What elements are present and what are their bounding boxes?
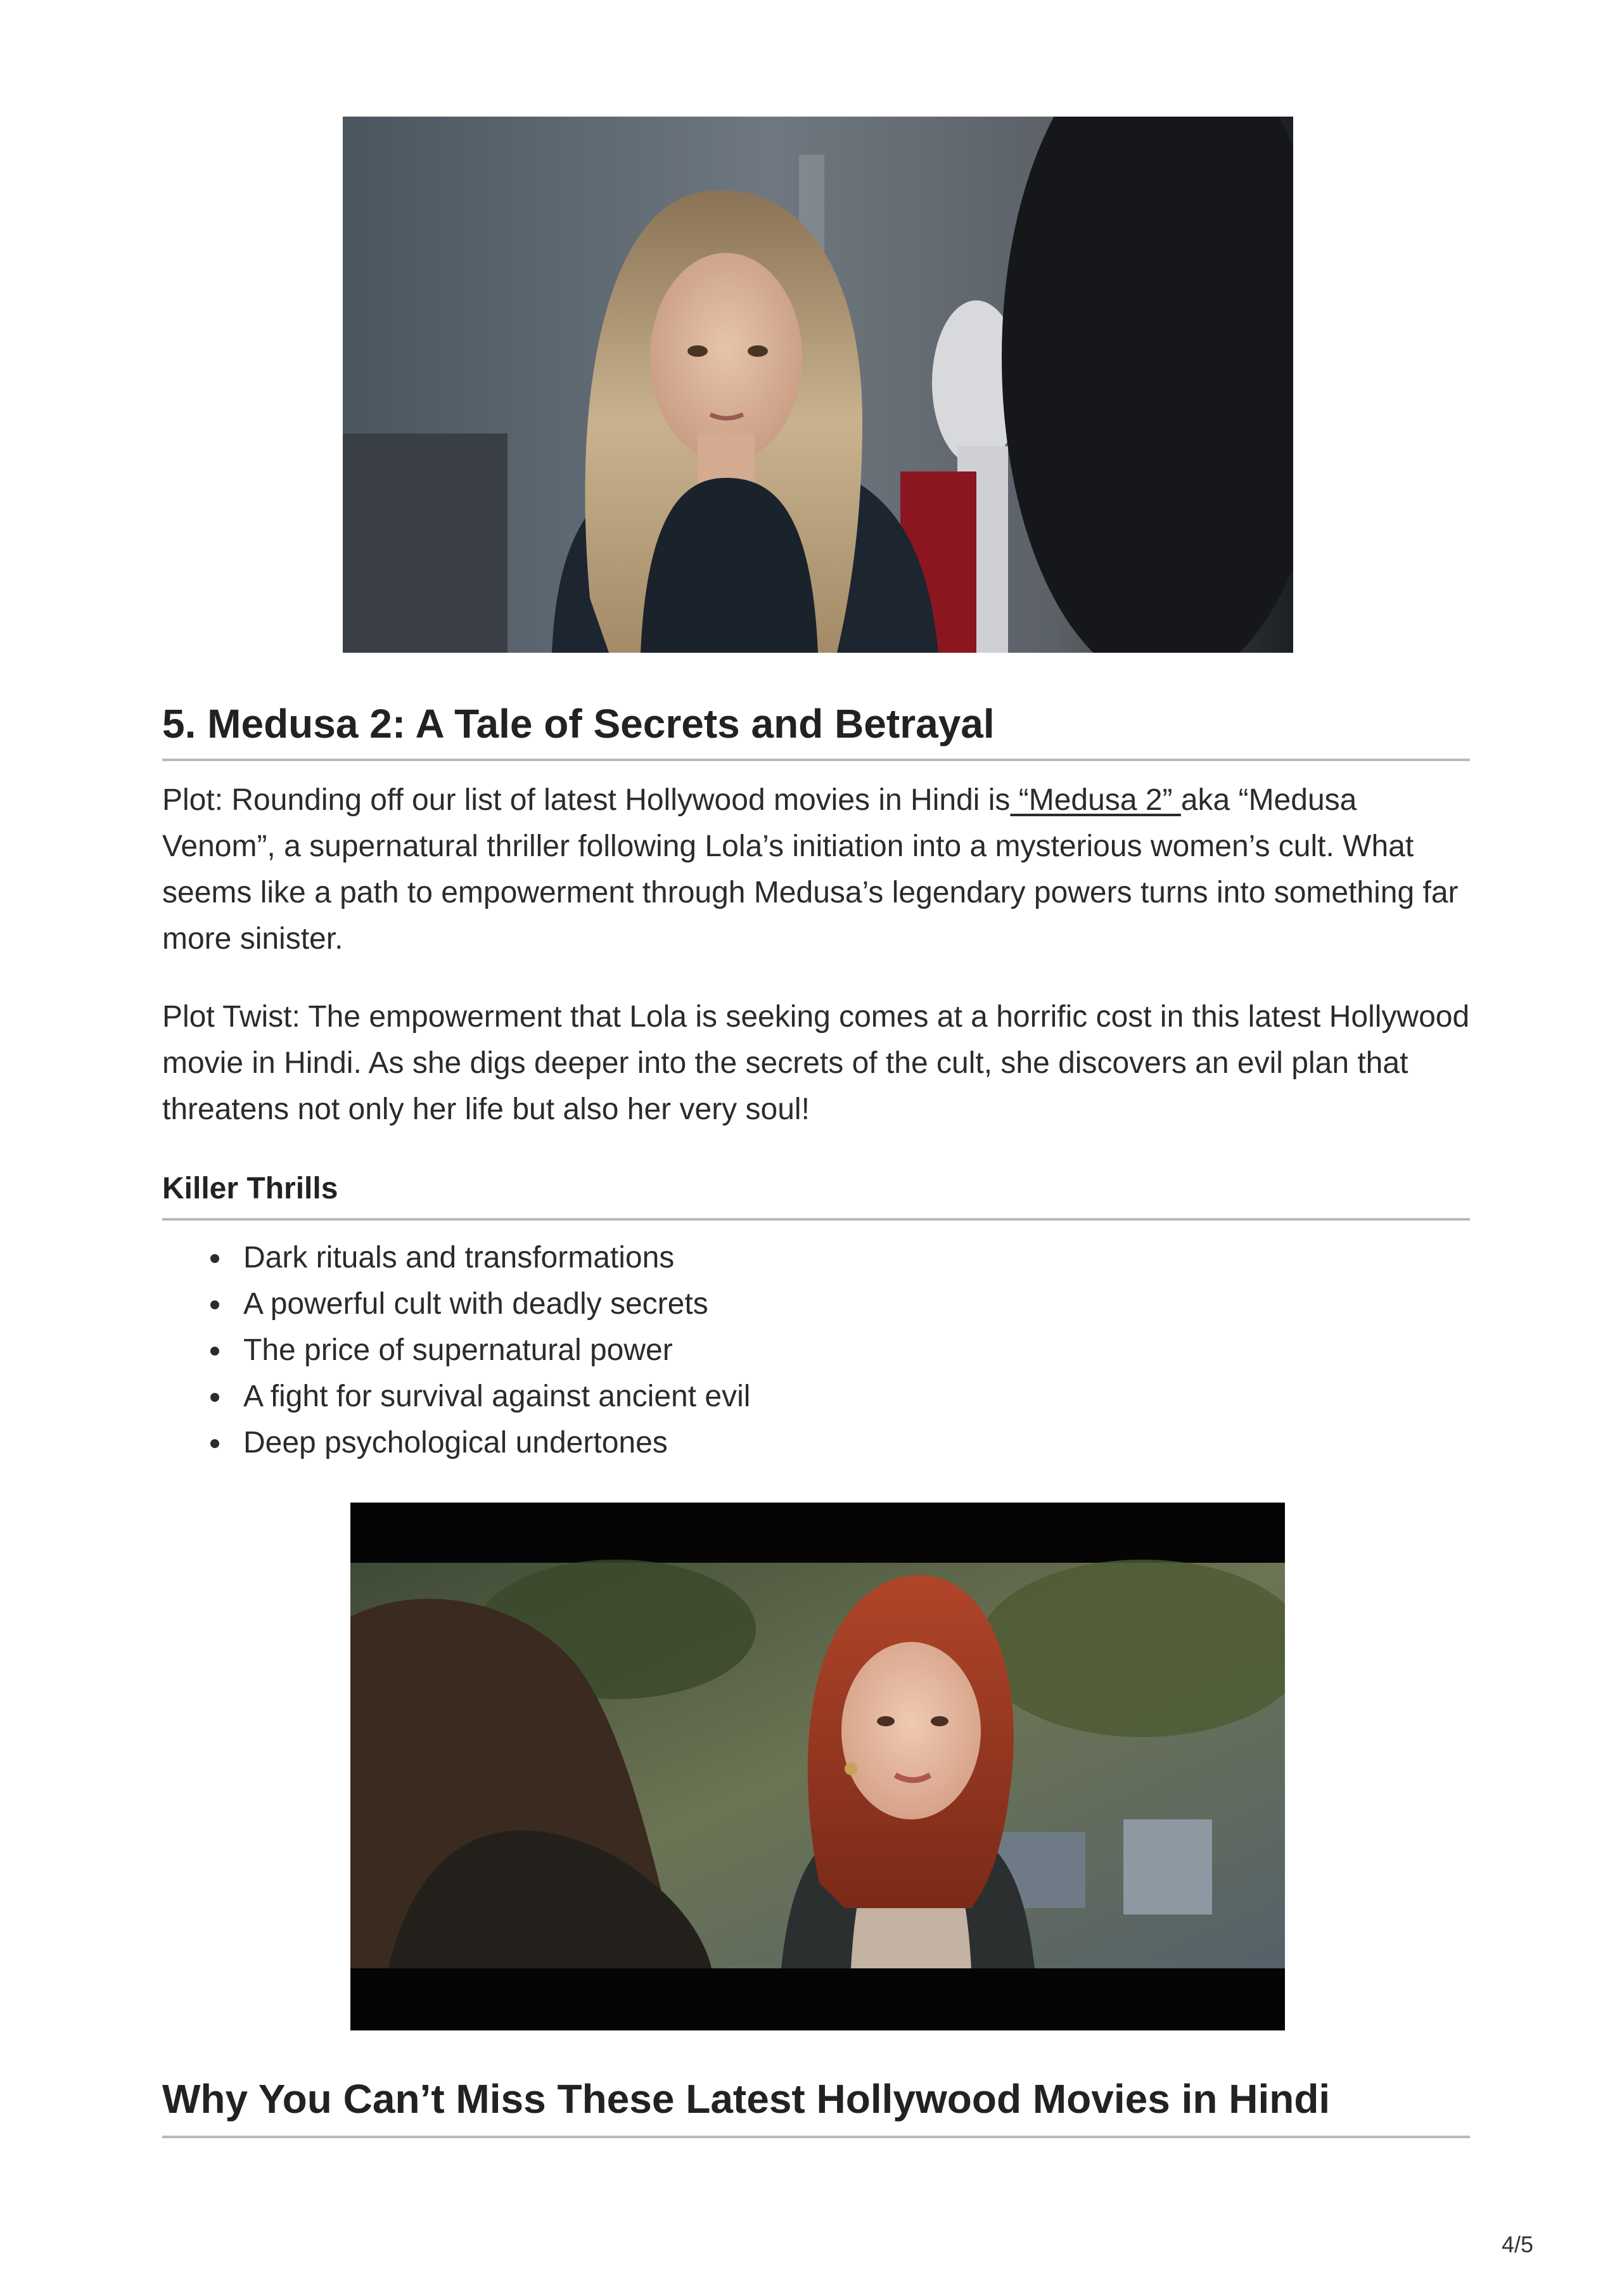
medusa-2-link[interactable]: “Medusa 2” [1010, 783, 1181, 817]
list-item: A powerful cult with deadly secrets [162, 1281, 750, 1327]
section-heading-why-cant-miss: Why You Can’t Miss These Latest Hollywood Movies in Hindi [162, 2076, 1331, 2122]
movie-still-red-haired-woman [350, 1503, 1285, 2030]
plot-prefix: Plot: Rounding off our list of latest Hollywood movies in Hindi is [162, 783, 1011, 817]
subheading-divider [162, 1218, 1470, 1221]
list-item: The price of supernatural power [162, 1327, 750, 1373]
plot-twist-paragraph: Plot Twist: The empowerment that Lola is seeking comes at a horrific cost in this latest Hollywood movie in Hindi. As she digs deeper into the secrets of the cult, she discovers an evil plan that threatens not only her life but also her very soul! [162, 1000, 1470, 1126]
killer-thrills-list [162, 1235, 750, 1466]
heading-divider [162, 759, 1470, 761]
movie-still-blonde-woman [343, 117, 1293, 653]
list-item: Dark rituals and transformations [162, 1235, 750, 1281]
heading-divider [162, 2136, 1470, 2138]
page-number: 4/5 [1501, 2231, 1533, 2257]
plot-paragraph [162, 777, 1470, 962]
killer-thrills-heading: Killer Thrills [162, 1172, 338, 1205]
plot-suffix: aka “Medusa Venom”, a supernatural thriller following Lola’s initiation into a mysterious women’s cult. What seems like a path to empowerment through Medusa’s legendary powers turns into something far more sinister. [162, 783, 1459, 956]
list-item: Deep psychological undertones [162, 1420, 750, 1466]
section-heading-medusa-2: 5. Medusa 2: A Tale of Secrets and Betrayal [162, 701, 995, 747]
list-item: A fight for survival against ancient evil [162, 1373, 750, 1420]
